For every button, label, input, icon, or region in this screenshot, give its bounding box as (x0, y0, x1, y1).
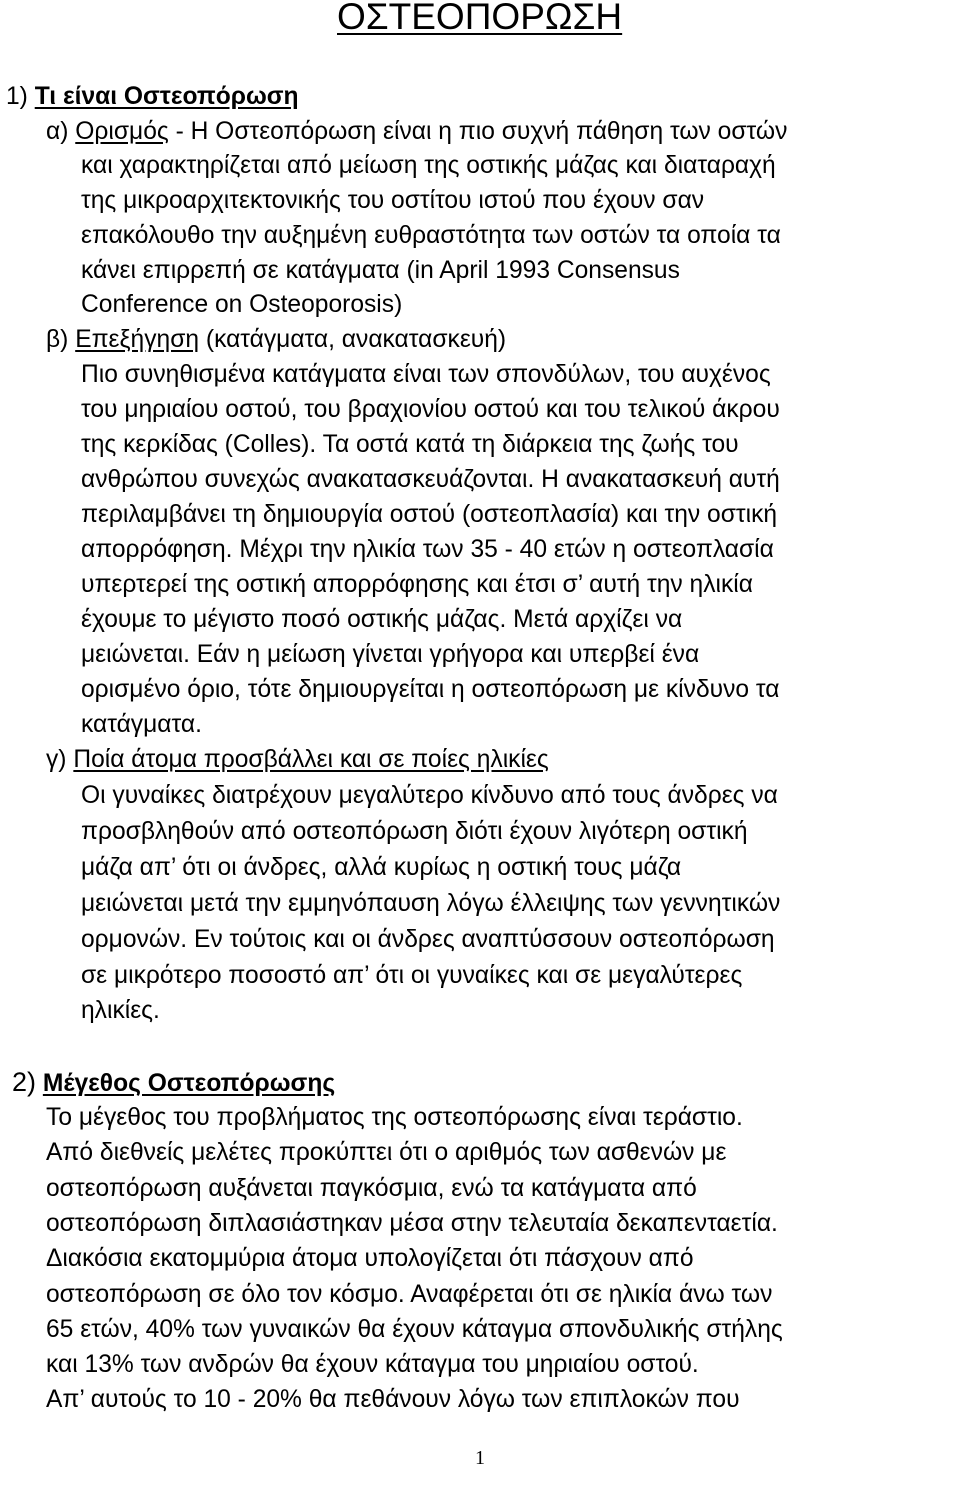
section-2-line: 65 ετών, 40% των γυναικών θα έχουν κάταγμα σπονδυλικής στήλης (46, 1316, 783, 1343)
section-2-title: Μέγεθος Οστεοπόρωσης (42, 1070, 336, 1097)
section-2-line: Απ’ αυτούς το 10 - 20% θα πεθάνουν λόγω των επιπλοκών που (46, 1386, 740, 1413)
section-2-line: οστεοπόρωση αυξάνεται παγκόσμια, ενώ τα κατάγματα από (46, 1175, 697, 1202)
section-2-line: οστεοπόρωση σε όλο τον κόσμο. Αναφέρεται ότι σε ηλικία άνω των (46, 1281, 773, 1308)
paragraph-b-line: μειώνεται. Εάν η μείωση γίνεται γρήγορα και υπερβεί ένα (81, 641, 700, 668)
paragraph-b-term: Επεξήγηση (75, 326, 200, 353)
paragraph-b-line: ανθρώπου συνεχώς ανακατασκευάζονται. Η ανακατασκευή αυτή (81, 466, 780, 493)
document-title: ΟΣΤΕΟΠΟΡΩΣΗ (337, 0, 623, 37)
paragraph-b-line: του μηριαίου οστού, του βραχιονίου οστού και του τελικού άκρου (81, 396, 780, 423)
page-number: 1 (475, 1447, 485, 1469)
paragraph-c-line: μάζα απ’ ότι οι άνδρες, αλλά κυρίως η οστική τους μάζα (81, 854, 682, 881)
section-2-line: Από διεθνείς μελέτες προκύπτει ότι ο αριθμός των ασθενών με (46, 1139, 727, 1166)
paragraph-c-line: Οι γυναίκες διατρέχουν μεγαλύτερο κίνδυνο από τους άνδρες να (81, 782, 778, 809)
section-2-line: οστεοπόρωση διπλασιάστηκαν μέσα στην τελευταία δεκαπενταετία. (46, 1210, 778, 1237)
paragraph-b-line: κατάγματα. (81, 711, 202, 738)
paragraph-a-line1: - Η Οστεοπόρωση είναι η πιο συχνή πάθηση των οστών (168, 118, 788, 145)
paragraph-a-line: και χαρακτηρίζεται από μείωση της οστικής μάζας και διαταραχή (81, 152, 776, 179)
section-2-line: και 13% των ανδρών θα έχουν κάταγμα του μηριαίου οστού. (46, 1351, 699, 1378)
section-2-number: 2) (12, 1067, 37, 1097)
paragraph-c-line: σε μικρότερο ποσοστό απ’ ότι οι γυναίκες και σε μεγαλύτερες (81, 962, 743, 989)
paragraph-a-line: επακόλουθο την αυξημένη ευθραστότητα των οστών τα οποία τα (81, 222, 781, 249)
paragraph-b-line: έχουμε το μέγιστο ποσό οστικής μάζας. Μετά αρχίζει να (81, 606, 683, 633)
section-2-line: Διακόσια εκατομμύρια άτομα υπολογίζεται ότι πάσχουν από (46, 1245, 694, 1272)
paragraph-a-line: της μικροαρχιτεκτονικής του οστίτου ιστού που έχουν σαν (81, 187, 705, 214)
paragraph-b-line: ορισμένο όριο, τότε δημιουργείται η οστεοπόρωση με κίνδυνο τα (81, 676, 780, 703)
paragraph-c-line: προσβληθούν από οστεοπόρωση διότι έχουν λιγότερη οστική (81, 818, 748, 845)
paragraph-a-line: κάνει επιρρεπή σε κατάγματα (in April 1993 Consensus (81, 257, 680, 284)
paragraph-a-line: Conference on Osteoporosis) (81, 291, 403, 318)
paragraph-c-label: γ) (46, 746, 67, 773)
paragraph-a-first-line (46, 117, 787, 147)
paragraph-c-line: ηλικίες. (81, 997, 160, 1024)
paragraph-c-first-line (46, 745, 549, 775)
paragraph-b-label: β) (46, 326, 69, 353)
paragraph-c-line: μειώνεται μετά την εμμηνόπαυση λόγω έλλειψης των γεννητικών (81, 890, 781, 917)
paragraph-a-label: α) (46, 118, 69, 145)
paragraph-b-first-line (46, 325, 506, 355)
paragraph-b-line: απορρόφηση. Μέχρι την ηλικία των 35 - 40 ετών η οστεοπλασία (81, 536, 774, 563)
paragraph-b-line: υπερτερεί της οστική απορρόφησης και έτσι σ’ αυτή την ηλικία (81, 571, 753, 598)
paragraph-c-line: ορμονών. Εν τούτοις και οι άνδρες αναπτύσσουν οστεοπόρωση (81, 926, 775, 953)
section-2-heading (12, 1067, 335, 1099)
paragraph-b-line: περιλαμβάνει τη δημιουργία οστού (οστεοπλασία) και την οστική (81, 501, 778, 528)
paragraph-b-line: Πιο συνηθισμένα κατάγματα είναι των σπονδύλων, του αυχένος (81, 361, 771, 388)
paragraph-b-line1: (κατάγματα, ανακατασκευή) (199, 326, 507, 353)
section-1-number: 1) (6, 83, 28, 110)
paragraph-a-term: Ορισμός (75, 118, 169, 145)
section-2-line: Το μέγεθος του προβλήματος της οστεοπόρωσης είναι τεράστιο. (46, 1104, 743, 1131)
section-1-title: Τι είναι Οστεοπόρωση (34, 83, 299, 110)
paragraph-c-term: Ποία άτομα προσβάλλει και σε ποίες ηλικίες (73, 746, 549, 773)
section-1-heading (6, 82, 299, 112)
paragraph-b-line: της κερκίδας (Colles). Τα οστά κατά τη διάρκεια της ζωής του (81, 431, 739, 458)
